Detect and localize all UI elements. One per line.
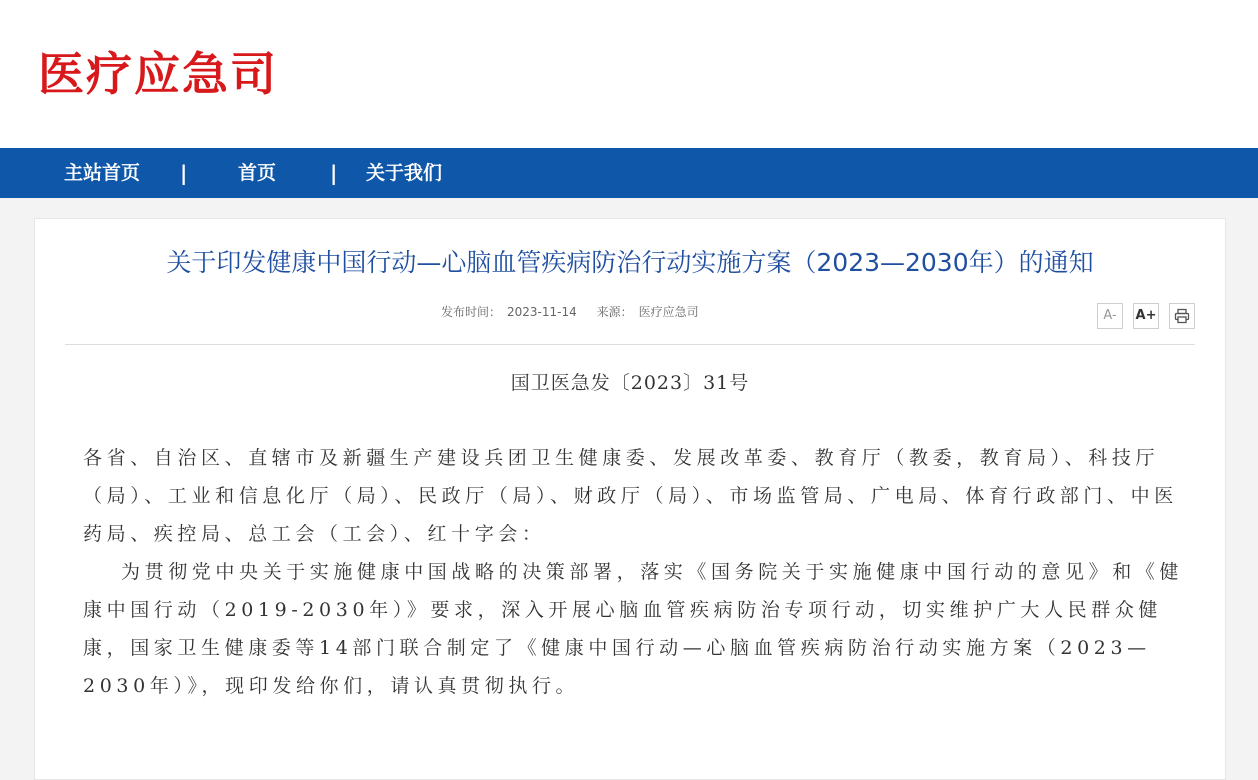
body-paragraph: 为贯彻党中央关于实施健康中国战略的决策部署，落实《国务院关于实施健康中国行动的意见》和《健康中国行动（2019-2030年）》要求，深入开展心脑血管疾病防治专项行动，切实维护广大人民群众健康，国家卫生健康委等14部门联合制定了《健康中国行动—心脑血管疾病防治行动实施方案（2023—2030年）》，现印发给你们，请认真贯彻执行。 [83,561,1184,697]
source-label: 来源： [596,305,633,319]
nav-item-home[interactable]: 首页 [238,162,277,184]
nav-separator: | [330,161,338,185]
publish-date: 2023-11-14 [507,305,577,319]
recipients-paragraph: 各省、自治区、直辖市及新疆生产建设兵团卫生健康委、发展改革委、教育厅（教委，教育局）、科技厅（局）、工业和信息化厅（局）、民政厅（局）、财政厅（局）、市场监管局、广电局、体育行政部门、中医药局、疾控局、总工会（工会）、红十字会： [83,447,1178,545]
publish-label: 发布时间： [441,305,502,319]
site-header [0,0,1258,148]
article-panel [34,218,1226,780]
article-body [83,439,1183,705]
printer-icon [1174,308,1190,324]
nav-separator: | [180,161,188,185]
site-logo[interactable]: 医疗应急司 [38,47,278,101]
article-title: 关于印发健康中国行动—心脑血管疾病防治行动实施方案（2023—2030年）的通知 [166,248,1094,277]
nav-item-main-home[interactable]: 主站首页 [64,162,141,184]
nav-item-about[interactable]: 关于我们 [366,162,443,184]
font-increase-button[interactable]: A+ [1133,303,1159,329]
meta-divider [65,344,1195,345]
main-nav [0,148,1258,198]
document-number: 国卫医急发〔2023〕31号 [510,372,750,394]
article-meta [441,303,705,321]
source-name: 医疗应急司 [638,305,699,319]
print-button[interactable] [1169,303,1195,329]
font-decrease-button[interactable]: A- [1097,303,1123,329]
